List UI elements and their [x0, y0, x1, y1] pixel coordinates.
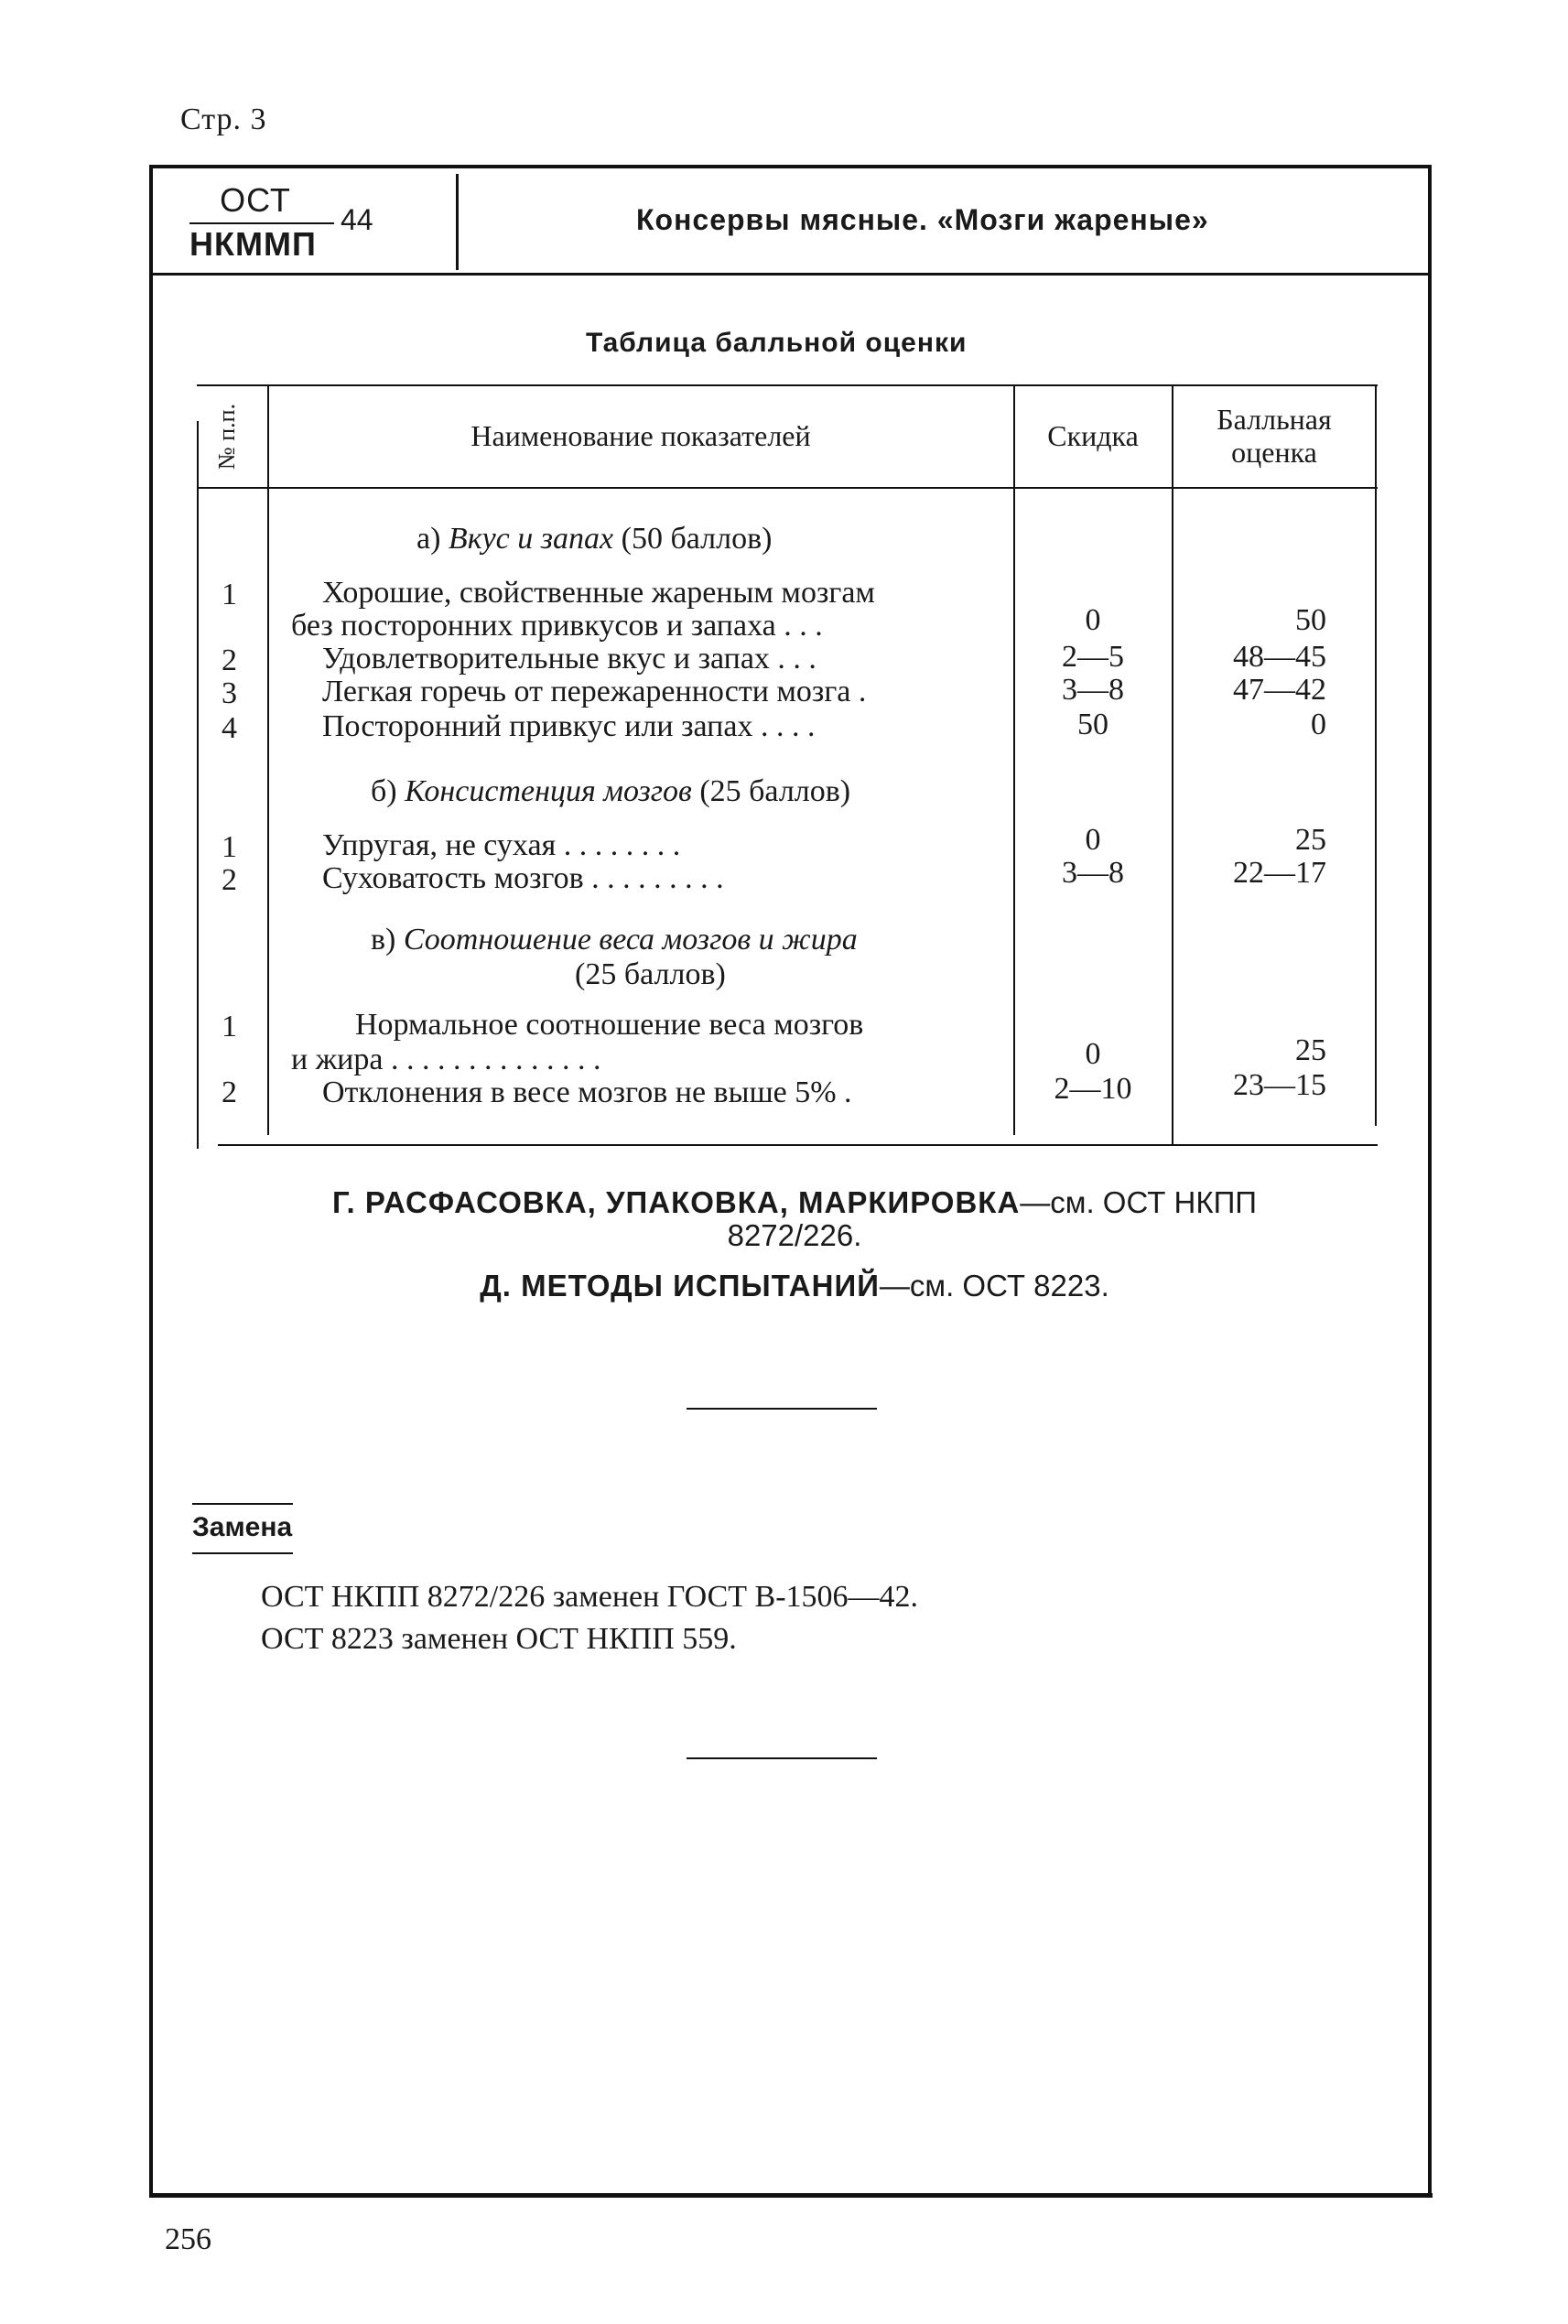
section-b-heading: б) Консистенция мозгов (25 баллов) — [371, 774, 851, 808]
row-c2-name: Отклонения в весе мозгов не выше 5% . — [322, 1076, 852, 1109]
row-a2-num: 2 — [222, 643, 237, 677]
col-divider-1 — [267, 384, 269, 1135]
frame-top-border — [151, 165, 1431, 168]
row-b1-num: 1 — [222, 830, 237, 864]
row-c1-score: 25 — [1295, 1033, 1326, 1067]
row-c1-discount: 0 — [1085, 1037, 1101, 1071]
frame-left-border — [149, 165, 153, 2197]
document-title: Консервы мясные. «Мозги жареные» — [636, 203, 1209, 236]
row-b1-name: Упругая, не сухая . . . . . . . . — [322, 828, 681, 862]
row-a2-discount: 2—5 — [1062, 640, 1124, 674]
row-b2-name: Суховатость мозгов . . . . . . . . . — [322, 861, 724, 895]
row-a4-score: 0 — [1311, 708, 1326, 741]
row-a3-name: Легкая горечь от пережаренности мозга . — [322, 675, 867, 708]
page-label: Стр. 3 — [180, 103, 267, 136]
row-b1-discount: 0 — [1085, 823, 1101, 857]
row-c1-name-2: и жира . . . . . . . . . . . . . . — [291, 1043, 601, 1076]
table-top-line — [197, 384, 1378, 386]
section-g-heading: Г. РАСФАСОВКА, УПАКОВКА, МАРКИРОВКА—см. ОСТ НКПП 8272/226. — [331, 1185, 1258, 1252]
table-bottom-line — [218, 1144, 1378, 1146]
row-c1-name-1: Нормальное соотношение веса мозгов — [355, 1008, 864, 1042]
row-a2-name: Удовлетворительные вкус и запах . . . — [322, 642, 816, 676]
header-bottom-border — [151, 273, 1431, 276]
replacement-line-1: ОСТ НКПП 8272/226 заменен ГОСТ В-1506—42. — [261, 1580, 919, 1614]
table-right-line — [1375, 384, 1377, 1126]
section-a-heading: а) Вкус и запах (50 баллов) — [416, 522, 773, 556]
ost-label: ОСТ — [220, 181, 291, 219]
row-a1-name-1: Хорошие, свойственные жареным мозгам — [322, 576, 875, 610]
frame-bottom-border — [149, 2193, 1433, 2198]
replacement-heading: Замена — [192, 1512, 293, 1542]
row-c2-discount: 2—10 — [1054, 1072, 1132, 1106]
row-a4-name: Посторонний привкус или запах . . . . — [322, 709, 816, 743]
section-c-points: (25 баллов) — [575, 957, 726, 991]
col-divider-3 — [1172, 384, 1173, 1144]
frame-right-border — [1428, 165, 1432, 2197]
ost-fraction-bar — [189, 222, 334, 224]
row-b2-score: 22—17 — [1233, 856, 1326, 890]
zamena-bottom-rule — [192, 1552, 293, 1554]
column-header-discount: Скидка — [1047, 419, 1139, 452]
row-a1-name-2: без посторонних привкусов и запаха . . . — [291, 609, 823, 643]
ost-number: 44 — [341, 203, 373, 236]
table-left-line — [197, 421, 199, 1149]
row-b2-discount: 3—8 — [1062, 856, 1124, 890]
separator-1 — [687, 1408, 877, 1410]
table-caption: Таблица балльной оценки — [586, 328, 968, 358]
row-a3-score: 47—42 — [1233, 673, 1326, 707]
column-header-number: № п.п. — [213, 403, 240, 470]
row-a1-num: 1 — [222, 578, 237, 611]
zamena-top-rule — [192, 1503, 293, 1505]
table-header-line — [197, 487, 1378, 489]
row-a1-discount: 0 — [1085, 603, 1101, 637]
row-a3-num: 3 — [222, 676, 237, 710]
page-number: 256 — [165, 2222, 211, 2256]
column-header-score-2: оценка — [1231, 436, 1317, 469]
replacement-line-2: ОСТ 8223 заменен ОСТ НКПП 559. — [261, 1622, 737, 1656]
row-c2-num: 2 — [222, 1076, 237, 1109]
section-c-heading: в) Соотношение веса мозгов и жира — [371, 923, 858, 957]
row-c1-num: 1 — [222, 1010, 237, 1043]
row-a3-discount: 3—8 — [1062, 673, 1124, 707]
row-a2-score: 48—45 — [1233, 640, 1326, 674]
ost-ministry: НКММП — [189, 225, 317, 263]
row-a4-num: 4 — [222, 711, 237, 745]
row-b2-num: 2 — [222, 863, 237, 897]
section-d-heading: Д. МЕТОДЫ ИСПЫТАНИЙ—см. ОСТ 8223. — [480, 1269, 1109, 1303]
column-header-score-1: Балльная — [1217, 403, 1332, 436]
col-divider-2 — [1013, 384, 1015, 1135]
column-header-name: Наименование показателей — [470, 419, 811, 452]
header-divider — [456, 174, 459, 270]
row-b1-score: 25 — [1295, 823, 1326, 857]
separator-2 — [687, 1757, 877, 1759]
row-a1-score: 50 — [1295, 603, 1326, 637]
row-c2-score: 23—15 — [1233, 1068, 1326, 1102]
row-a4-discount: 50 — [1077, 708, 1108, 741]
